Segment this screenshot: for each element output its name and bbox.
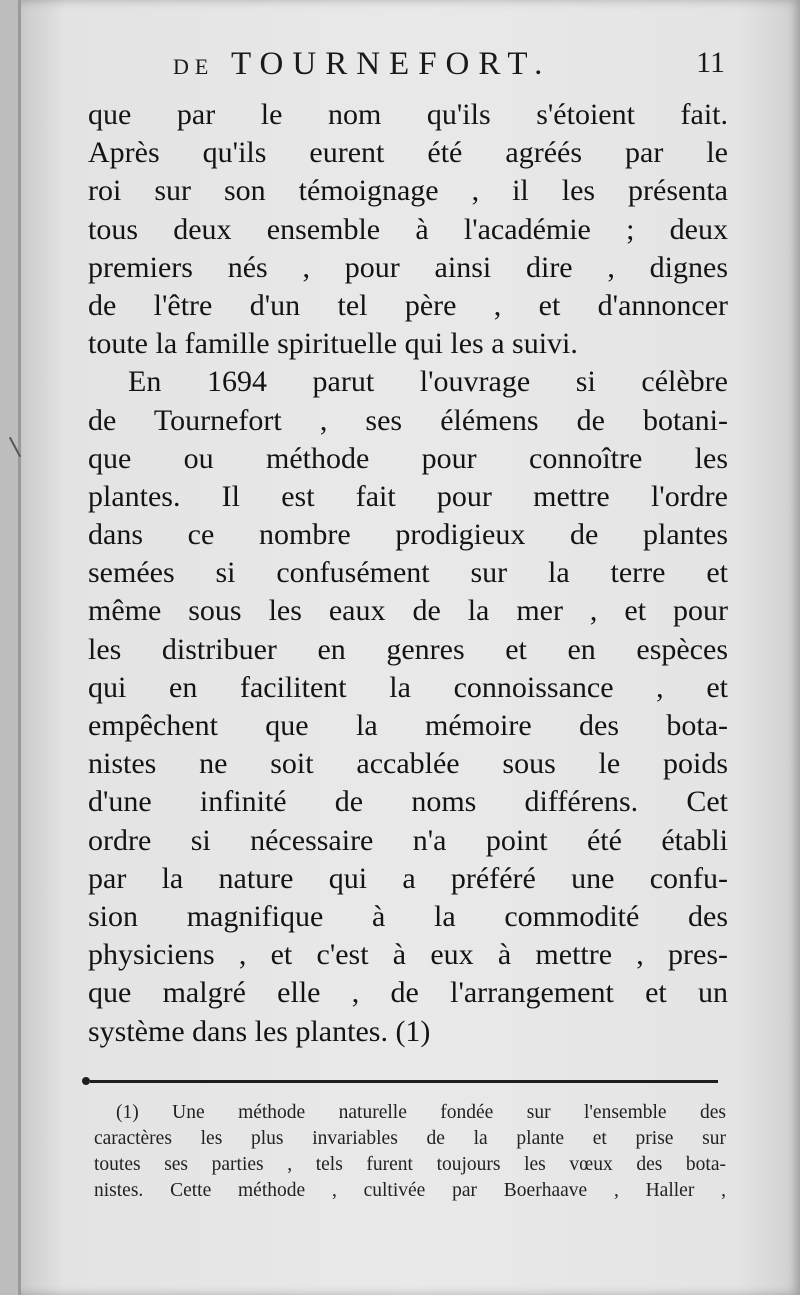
body-line: de Tournefort , ses élémens de botani- bbox=[88, 403, 728, 437]
body-line: même sous les eaux de la mer , et pour bbox=[88, 594, 728, 628]
body-line: système dans les plantes. (1) bbox=[88, 1014, 431, 1048]
running-head-prefix: DE bbox=[173, 54, 215, 79]
body-line: dans ce nombre prodigieux de plantes bbox=[88, 518, 728, 552]
body-text bbox=[88, 96, 728, 1051]
footnote-line: toutes ses parties , tels furent toujours les vœux des bota- bbox=[94, 1154, 726, 1175]
page-number: 11 bbox=[696, 46, 725, 79]
footnote-line: caractères les plus invariables de la plante et prise sur bbox=[94, 1128, 726, 1149]
footnote-rule bbox=[90, 1080, 718, 1083]
body-line: de l'être d'un tel père , et d'annoncer bbox=[88, 288, 728, 322]
body-line: premiers nés , pour ainsi dire , dignes bbox=[88, 250, 728, 284]
footnote-rule-dot bbox=[82, 1077, 90, 1085]
body-line: tous deux ensemble à l'académie ; deux bbox=[88, 212, 728, 246]
body-line: toute la famille spirituelle qui les a suivi. bbox=[88, 327, 578, 361]
body-line: les distribuer en genres et en espèces bbox=[88, 632, 728, 666]
body-line: que par le nom qu'ils s'étoient fait. bbox=[88, 98, 728, 131]
body-line: En 1694 parut l'ouvrage si célèbre bbox=[128, 365, 728, 399]
footnote bbox=[94, 1100, 726, 1204]
body-line: roi sur son témoignage , il les présenta bbox=[88, 174, 728, 208]
body-line: physiciens , et c'est à eux à mettre , pres- bbox=[88, 938, 728, 972]
running-head bbox=[173, 46, 551, 83]
body-line: d'une infinité de noms différens. Cet bbox=[88, 785, 728, 819]
running-head-name: TOURNEFORT. bbox=[230, 46, 552, 82]
book-page bbox=[18, 0, 800, 1295]
body-line: sion magnifique à la commodité des bbox=[88, 899, 728, 933]
body-line: que malgré elle , de l'arrangement et un bbox=[88, 976, 728, 1010]
page-header bbox=[73, 46, 753, 92]
footnote-line: nistes. Cette méthode , cultivée par Boerhaave , Haller , bbox=[94, 1180, 726, 1201]
page-gutter bbox=[18, 0, 21, 1295]
footnote-line: (1) Une méthode naturelle fondée sur l'ensemble des bbox=[116, 1102, 726, 1123]
body-line: que ou méthode pour connoître les bbox=[88, 441, 728, 475]
body-line: nistes ne soit accablée sous le poids bbox=[88, 747, 728, 781]
body-line: par la nature qui a préféré une confu- bbox=[88, 861, 728, 895]
body-line: semées si confusément sur la terre et bbox=[88, 556, 728, 590]
body-line: Après qu'ils eurent été agréés par le bbox=[88, 136, 728, 170]
body-line: empêchent que la mémoire des bota- bbox=[88, 709, 728, 742]
body-line: ordre si nécessaire n'a point été établi bbox=[88, 823, 728, 857]
body-line: qui en facilitent la connoissance , et bbox=[88, 670, 728, 704]
body-line: plantes. Il est fait pour mettre l'ordre bbox=[88, 479, 728, 513]
